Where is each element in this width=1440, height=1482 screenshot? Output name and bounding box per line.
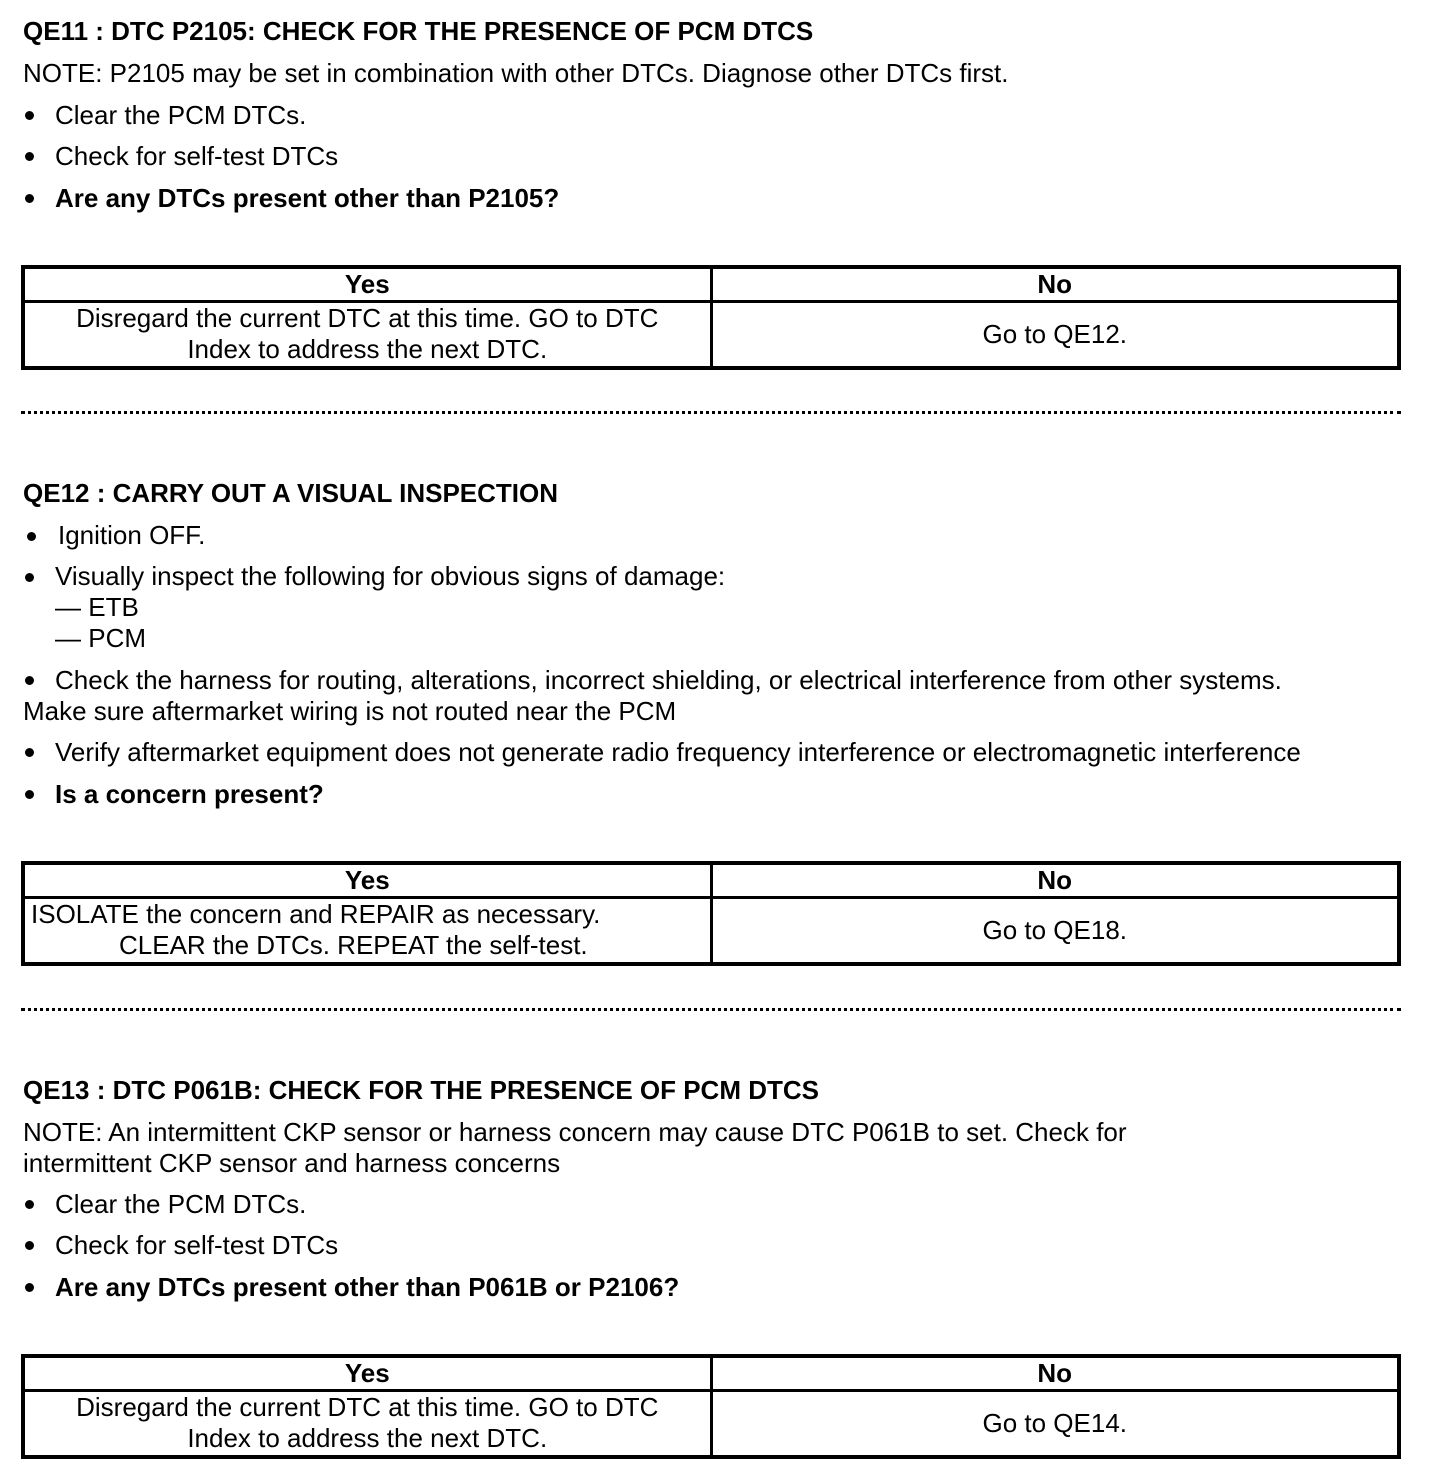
bullet-dot: [25, 152, 34, 161]
step-clear-dtcs: Clear the PCM DTCs.: [55, 100, 307, 130]
step-check-self-test: Check for self-test DTCs: [55, 1230, 339, 1260]
bullet-dot: [25, 790, 34, 799]
yes-action: [23, 898, 711, 964]
no-header: No: [711, 267, 1399, 302]
yes-action-line-1: Disregard the current DTC at this time. GO to DTC: [76, 303, 659, 334]
yes-action: [23, 302, 711, 368]
decision-table-qe13: [21, 1354, 1401, 1459]
yes-action-line-2: Index to address the next DTC.: [187, 1423, 548, 1454]
bullet-dot: [25, 573, 34, 582]
no-header: No: [711, 863, 1399, 898]
step-ignition-off: Ignition OFF.: [58, 520, 206, 550]
note-qe13-line-1: NOTE: An intermittent CKP sensor or harness concern may cause DTC P061B to set. Check for: [23, 1117, 1127, 1147]
section-divider: [21, 1008, 1401, 1011]
yes-action-line-1: Disregard the current DTC at this time. GO to DTC: [76, 1392, 659, 1423]
sub-item-pcm: — PCM: [55, 623, 146, 653]
step-clear-dtcs: Clear the PCM DTCs.: [55, 1189, 307, 1219]
bullet-dot: [25, 1200, 34, 1209]
bullet-dot: [25, 748, 34, 757]
step-check-self-test: Check for self-test DTCs: [55, 141, 339, 171]
question-qe12: Is a concern present?: [55, 779, 324, 809]
yes-header: Yes: [23, 267, 711, 302]
question-qe11: Are any DTCs present other than P2105?: [55, 183, 560, 213]
section-divider: [21, 411, 1401, 414]
bullet-dot: [25, 1241, 34, 1250]
yes-action-line-1: ISOLATE the concern and REPAIR as necessary.: [31, 899, 601, 930]
no-action: Go to QE18.: [711, 898, 1399, 964]
bullet-dot: [25, 1283, 34, 1292]
yes-header: Yes: [23, 1356, 711, 1391]
bullet-dot: [25, 194, 34, 203]
no-header: No: [711, 1356, 1399, 1391]
question-qe13: Are any DTCs present other than P061B or P2106?: [55, 1272, 680, 1302]
yes-action-line-2: Index to address the next DTC.: [187, 334, 548, 365]
decision-table-qe12: [21, 861, 1401, 966]
sub-item-etb: — ETB: [55, 592, 139, 622]
step-check-harness: Check the harness for routing, alterations, incorrect shielding, or electrical interference from other systems.: [55, 665, 1282, 695]
yes-action-line-2: CLEAR the DTCs. REPEAT the self-test.: [119, 930, 588, 961]
decision-table-qe11: [21, 265, 1401, 370]
step-verify-aftermarket: Verify aftermarket equipment does not generate radio frequency interference or electromagnetic interference: [55, 737, 1301, 767]
section-title-qe11: QE11 : DTC P2105: CHECK FOR THE PRESENCE OF PCM DTCS: [23, 16, 814, 46]
no-action: Go to QE14.: [711, 1391, 1399, 1457]
bullet-dot: [25, 676, 34, 685]
note-qe11: NOTE: P2105 may be set in combination with other DTCs. Diagnose other DTCs first.: [23, 58, 1009, 88]
yes-action: [23, 1391, 711, 1457]
step-visual-inspect: Visually inspect the following for obvious signs of damage:: [55, 561, 726, 591]
section-title-qe13: QE13 : DTC P061B: CHECK FOR THE PRESENCE OF PCM DTCS: [23, 1075, 819, 1105]
bullet-dot: [27, 532, 36, 541]
note-qe13-line-2: intermittent CKP sensor and harness concerns: [23, 1148, 561, 1178]
bullet-dot: [25, 111, 34, 120]
section-title-qe12: QE12 : CARRY OUT A VISUAL INSPECTION: [23, 478, 559, 508]
step-check-harness-continuation: Make sure aftermarket wiring is not routed near the PCM: [23, 696, 677, 726]
no-action: Go to QE12.: [711, 302, 1399, 368]
yes-header: Yes: [23, 863, 711, 898]
